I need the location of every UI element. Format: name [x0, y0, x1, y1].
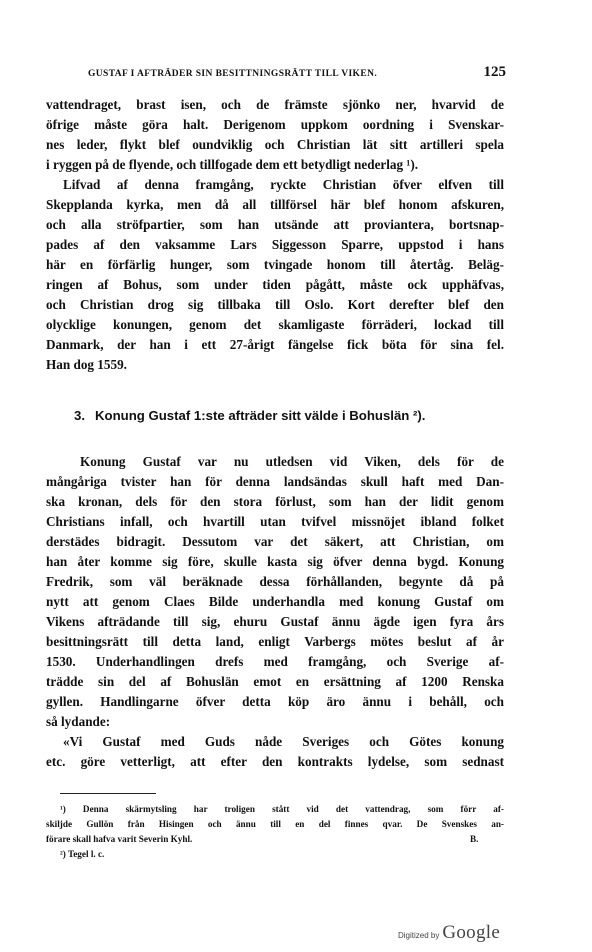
- text-line: trädde sin del af Bohuslän emot en ersättning af 1200 Renska: [46, 674, 504, 689]
- text-line: och alla ströfpartier, som han utsände att proviantera, bortsnap-: [46, 217, 504, 232]
- google-logo: Google: [442, 922, 501, 943]
- text-line: Lifvad af denna framgång, ryckte Christian öfver elfven till: [63, 177, 504, 192]
- text-line: gyllen. Handlingarne öfver detta köp äro ännu i behåll, och: [46, 694, 504, 709]
- text-line: Vikens afträdande till sig, ehuru Gustaf ännu ägde igen fyra års: [46, 614, 504, 629]
- text-line: nytt att genom Claes Bilde underhandla med konung Gustaf om: [46, 594, 504, 609]
- text-line: i ryggen på de flyende, och tillfogade dem ett betydligt nederlag ¹).: [46, 157, 419, 172]
- footnote-line: ²) Tegel l. c.: [60, 849, 105, 859]
- footnote-line: skiljde Gullön från Hisingen och ännu till en del finnes qvar. De Svenskes an-: [46, 819, 504, 829]
- text-line: besittningsrätt till detta land, enligt Varbergs mötes beslut af år: [46, 634, 504, 649]
- text-line: öfrige måste göra halt. Derigenom uppkom oordning i Svenskar-: [46, 117, 504, 132]
- text-line: mångåriga tvister han för denna landsändas skull haft med Dan-: [46, 474, 504, 489]
- text-line: Konung Gustaf var nu utledsen vid Viken, dels för de: [80, 454, 504, 469]
- text-line: Christians infall, och hvartill utan tvifvel missnöjet ibland folket: [46, 514, 504, 529]
- text-line: och Christian drog sig tillbaka till Oslo. Kort derefter blef den: [46, 297, 504, 312]
- section-number: 3.: [74, 408, 85, 423]
- section-heading: [46, 408, 504, 423]
- text-line: etc. göre vetterligt, att efter den kontrakts lydelse, som sednast: [46, 754, 504, 769]
- page-number: 125: [483, 64, 506, 80]
- text-line: här en förfärlig hunger, som tvingade honom till återtåg. Beläg-: [46, 257, 504, 272]
- text-line: pades af den vaksamme Lars Siggesson Sparre, uppstod i hans: [46, 237, 504, 252]
- text-line: så lydande:: [46, 714, 111, 729]
- footnote-line: förare skall hafva varit Severin Kyhl.: [46, 834, 193, 844]
- google-watermark: [398, 922, 500, 944]
- text-line: derstädes bidragit. Dessutom var det säkert, att Christian, om: [46, 534, 504, 549]
- text-line: olycklige konungen, genom det skamligaste förräderi, lockad till: [46, 317, 504, 332]
- text-line: Fredrik, som väl beräknade dessa förhållanden, begynte då på: [46, 574, 504, 589]
- text-line: 1530. Underhandlingen drefs med framgång, och Sverige af-: [46, 654, 504, 669]
- footnote-divider: [60, 793, 156, 794]
- footnote-signature: B.: [470, 834, 479, 844]
- text-line: ringen af Bohus, som under tiden pågått, måste ock upphäfvas,: [46, 277, 504, 292]
- text-line: Skepplanda kyrka, men då all tillförsel här blef honom afskuren,: [46, 197, 504, 212]
- text-line: Han dog 1559.: [46, 357, 127, 372]
- text-line: nes leder, flykt blef oundviklig och Christian lät sitt artilleri spela: [46, 137, 504, 152]
- text-line: «Vi Gustaf med Guds nåde Sveriges och Götes konung: [63, 734, 504, 749]
- section-title: Konung Gustaf 1:ste afträder sitt välde i Bohuslän ²).: [95, 408, 426, 423]
- text-line: ska kronan, dels för den stora förlust, som han der lidit genom: [46, 494, 504, 509]
- footnote-line: ¹) Denna skärmytsling har troligen stått vid det vattendrag, som förr af-: [60, 804, 504, 814]
- running-head: [46, 64, 506, 81]
- text-line: Danmark, der han i ett 27-årigt fängelse fick böta för sina fel.: [46, 337, 504, 352]
- watermark-prefix: Digitized by: [398, 931, 440, 940]
- text-line: vattendraget, brast isen, och de främste sjönko ner, hvarvid de: [46, 97, 504, 112]
- text-line: han åter komme sig före, skulle kasta sig öfver denna bygd. Konung: [46, 554, 504, 569]
- running-title: GUSTAF I AFTRÄDER SIN BESITTNINGSRÄTT TILL VIKEN.: [88, 69, 378, 79]
